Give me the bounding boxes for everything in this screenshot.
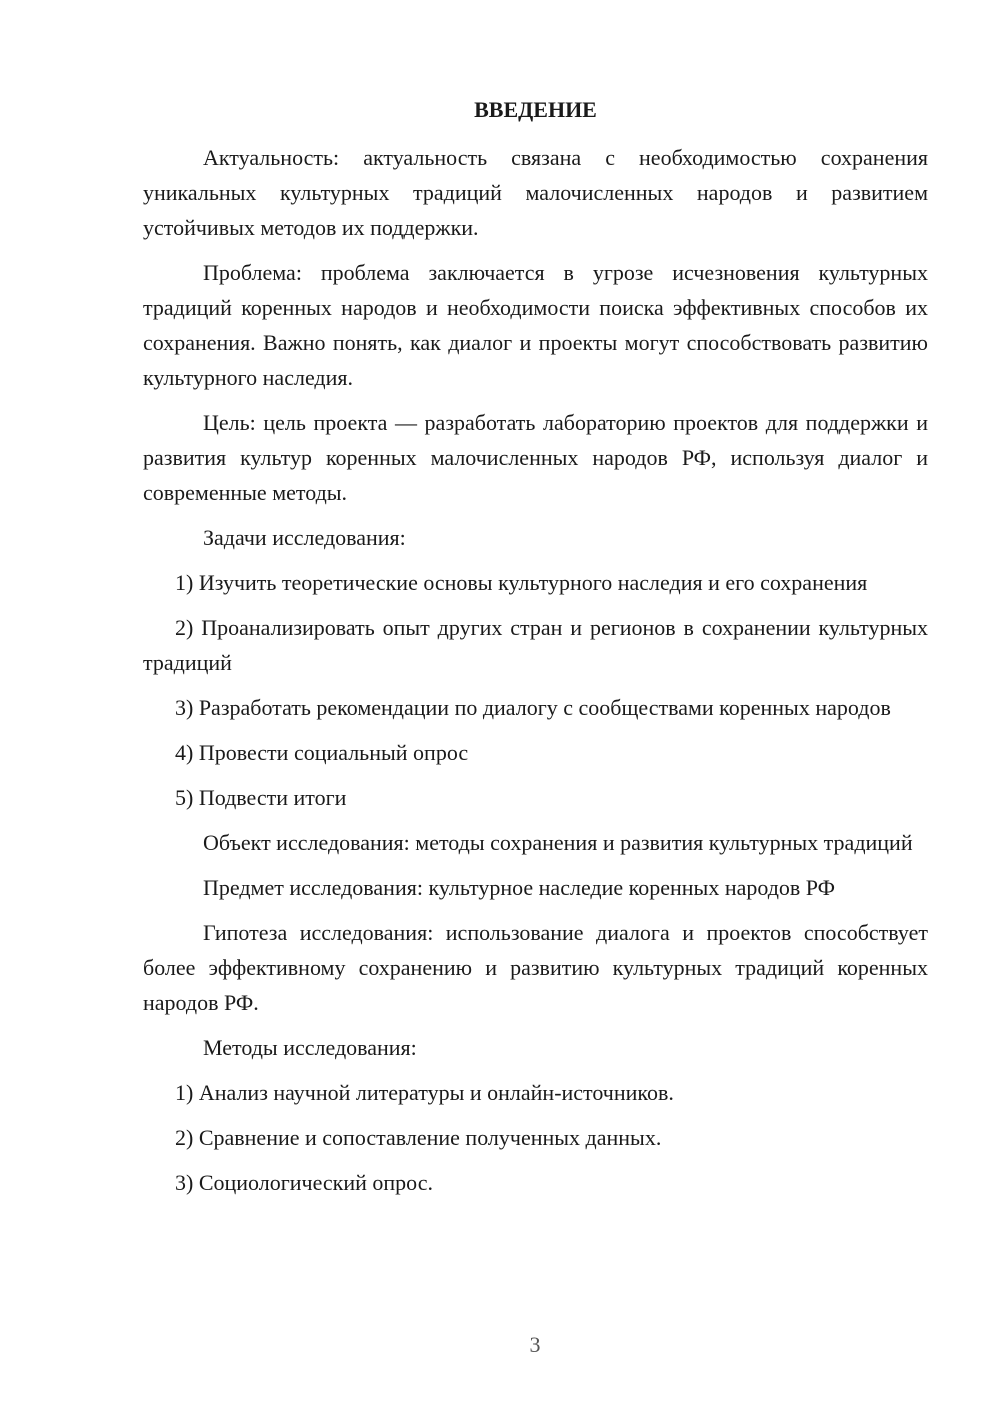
method-item-1: 1) Анализ научной литературы и онлайн-источников. — [175, 1080, 674, 1105]
task-item-1: 1) Изучить теоретические основы культурного наследия и его сохранения — [175, 570, 868, 595]
tasks-heading: Задачи исследования: — [203, 525, 406, 550]
object-paragraph: Объект исследования: методы сохранения и развития культурных традиций — [203, 830, 913, 855]
task-item-4: 4) Провести социальный опрос — [175, 740, 469, 765]
hypothesis-paragraph: Гипотеза исследования: использование диалога и проектов способствует более эффективному сохранению и развитию культурных традиций коренных народов РФ. — [143, 920, 928, 1015]
subject-paragraph: Предмет исследования: культурное наследие коренных народов РФ — [203, 875, 836, 900]
goal-paragraph: Цель: цель проекта — разработать лабораторию проектов для поддержки и развития культур коренных малочисленных народов РФ, используя диалог и современные методы. — [143, 410, 928, 505]
problem-paragraph: Проблема: проблема заключается в угрозе исчезновения культурных традиций коренных народов и необходимости поиска эффективных способов их сохранения. Важно понять, как диалог и проекты могут способствовать развитию культурного наследия. — [143, 260, 928, 390]
section-title: ВВЕДЕНИЕ — [474, 97, 597, 122]
method-item-3: 3) Социологический опрос. — [175, 1170, 433, 1195]
task-item-2: 2) Проанализировать опыт других стран и регионов в сохранении культурных традиций — [143, 615, 928, 675]
methods-heading: Методы исследования: — [203, 1035, 417, 1060]
task-item-3: 3) Разработать рекомендации по диалогу с сообществами коренных народов — [175, 695, 891, 720]
relevance-paragraph: Актуальность: актуальность связана с необходимостью сохранения уникальных культурных традиций малочисленных народов и развитием устойчивых методов их поддержки. — [143, 145, 928, 240]
task-item-5: 5) Подвести итоги — [175, 785, 347, 810]
page-number: 3 — [529, 1332, 541, 1357]
method-item-2: 2) Сравнение и сопоставление полученных данных. — [175, 1125, 662, 1150]
page-content — [143, 90, 928, 1210]
